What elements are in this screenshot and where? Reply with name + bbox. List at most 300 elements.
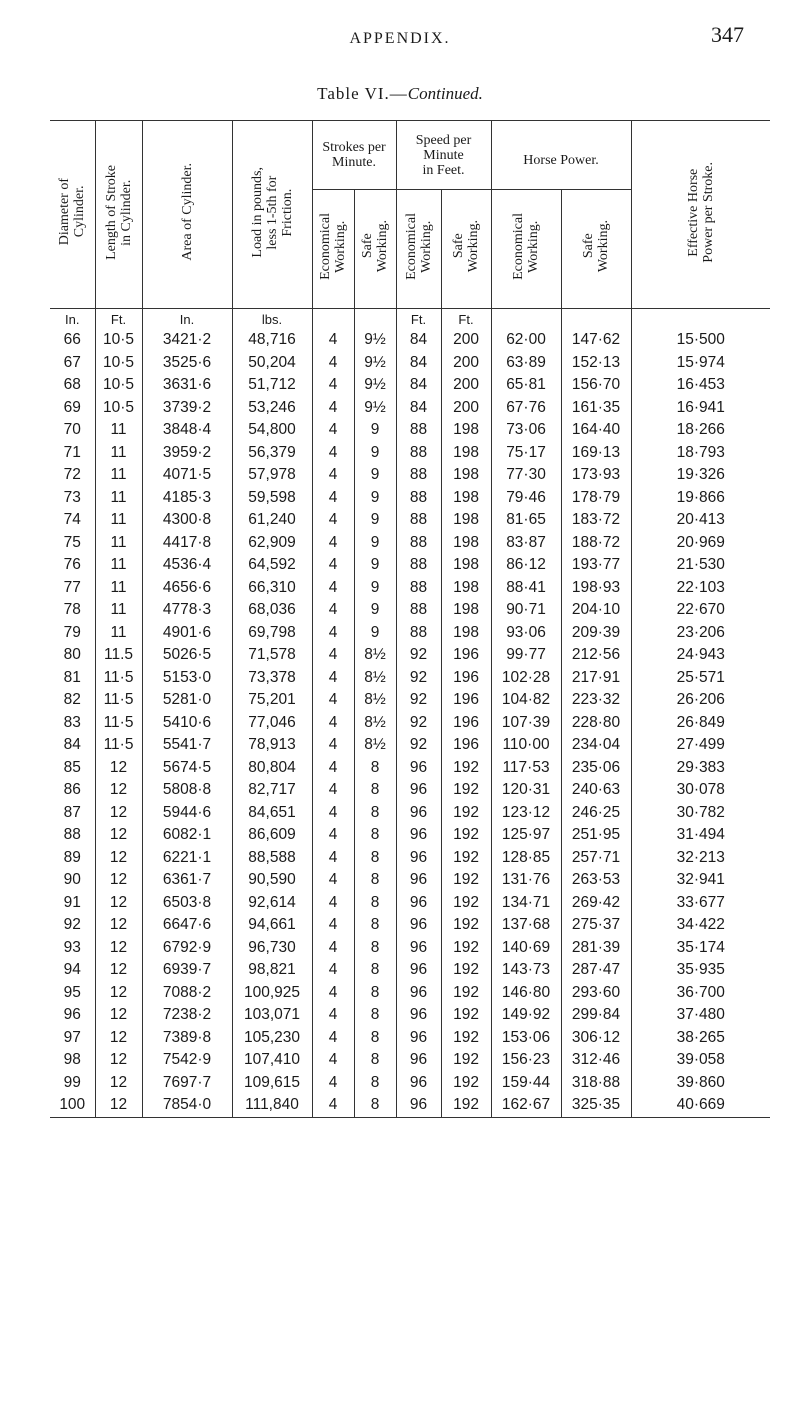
cell-area: 7088·2 [142,982,232,1005]
cell-strokes-econ: 4 [312,914,354,937]
unit-stroke: Ft. [95,309,142,330]
cell-strokes-econ: 4 [312,532,354,555]
cell-load: 64,592 [232,554,312,577]
cell-speed-econ: 84 [396,352,441,375]
cell-effective-hp: 20·969 [631,532,770,555]
cell-load: 96,730 [232,937,312,960]
table-row [50,1094,770,1117]
cell-strokes-safe: 8 [354,847,396,870]
cell-stroke: 12 [95,982,142,1005]
cell-area: 6361·7 [142,869,232,892]
cell-strokes-econ: 4 [312,802,354,825]
cell-hp-econ: 110·00 [491,734,561,757]
cell-speed-safe: 192 [441,824,491,847]
cell-hp-safe: 178·79 [561,487,631,510]
cell-hp-econ: 99·77 [491,644,561,667]
cell-hp-safe: 147·62 [561,329,631,352]
cell-speed-safe: 192 [441,1094,491,1117]
cell-speed-safe: 192 [441,914,491,937]
cell-speed-safe: 200 [441,374,491,397]
header-stroke: Length of Stroke in Cylinder. [95,121,142,309]
cell-speed-econ: 88 [396,419,441,442]
cell-hp-econ: 83·87 [491,532,561,555]
cell-hp-safe: 223·32 [561,689,631,712]
cell-hp-econ: 131·76 [491,869,561,892]
cell-stroke: 11·5 [95,712,142,735]
cell-diameter: 83 [50,712,95,735]
cell-strokes-safe: 9½ [354,374,396,397]
cell-diameter: 89 [50,847,95,870]
cell-load: 78,913 [232,734,312,757]
cell-diameter: 90 [50,869,95,892]
cell-strokes-safe: 9 [354,532,396,555]
cell-load: 86,609 [232,824,312,847]
cell-hp-econ: 65·81 [491,374,561,397]
cell-speed-econ: 88 [396,599,441,622]
cell-speed-econ: 92 [396,644,441,667]
cell-speed-econ: 96 [396,779,441,802]
cell-strokes-econ: 4 [312,824,354,847]
cell-stroke: 11 [95,442,142,465]
cell-speed-econ: 88 [396,532,441,555]
cell-load: 94,661 [232,914,312,937]
table-row [50,374,770,397]
header-horse-economical: Economical Working. [491,190,561,309]
cell-diameter: 94 [50,959,95,982]
cell-stroke: 12 [95,847,142,870]
cell-diameter: 69 [50,397,95,420]
table-row [50,667,770,690]
cell-strokes-econ: 4 [312,577,354,600]
cell-speed-econ: 96 [396,847,441,870]
cell-load: 66,310 [232,577,312,600]
cell-speed-econ: 92 [396,689,441,712]
cell-load: 92,614 [232,892,312,915]
cell-effective-hp: 36·700 [631,982,770,1005]
cell-strokes-safe: 9 [354,464,396,487]
units-row [50,309,770,330]
cell-strokes-econ: 4 [312,442,354,465]
cell-stroke: 11 [95,622,142,645]
cell-area: 7389·8 [142,1027,232,1050]
cell-load: 75,201 [232,689,312,712]
table-row [50,757,770,780]
cell-speed-safe: 198 [441,622,491,645]
header-load: Load in pounds, less 1-5th for Friction. [232,121,312,309]
cell-speed-econ: 88 [396,464,441,487]
cell-stroke: 10·5 [95,352,142,375]
header-speed-safe: Safe Working. [441,190,491,309]
cell-speed-safe: 192 [441,982,491,1005]
cell-speed-safe: 200 [441,397,491,420]
cell-strokes-safe: 9½ [354,397,396,420]
cell-effective-hp: 16·941 [631,397,770,420]
cell-hp-safe: 251·95 [561,824,631,847]
cell-hp-safe: 306·12 [561,1027,631,1050]
cell-effective-hp: 34·422 [631,914,770,937]
cell-hp-econ: 156·23 [491,1049,561,1072]
table-row [50,442,770,465]
cell-stroke: 12 [95,869,142,892]
cell-hp-econ: 73·06 [491,419,561,442]
cell-strokes-econ: 4 [312,1027,354,1050]
cell-stroke: 11 [95,419,142,442]
cell-diameter: 87 [50,802,95,825]
cell-area: 7854·0 [142,1094,232,1117]
cell-hp-econ: 67·76 [491,397,561,420]
cell-speed-safe: 192 [441,869,491,892]
table-row [50,532,770,555]
cell-strokes-safe: 8½ [354,734,396,757]
cell-speed-safe: 198 [441,487,491,510]
cell-area: 4778·3 [142,599,232,622]
cell-effective-hp: 20·413 [631,509,770,532]
cell-area: 3421·2 [142,329,232,352]
cell-stroke: 10·5 [95,397,142,420]
cell-area: 6792·9 [142,937,232,960]
cell-strokes-econ: 4 [312,959,354,982]
cell-speed-econ: 92 [396,712,441,735]
unit-diameter: In. [50,309,95,330]
cell-hp-econ: 107·39 [491,712,561,735]
cell-diameter: 67 [50,352,95,375]
table-row [50,1027,770,1050]
table-row [50,824,770,847]
header-speed-per-minute: Speed per Minute in Feet. [396,121,491,190]
cell-speed-safe: 192 [441,959,491,982]
cell-area: 3631·6 [142,374,232,397]
cell-hp-safe: 281·39 [561,937,631,960]
cell-diameter: 76 [50,554,95,577]
cell-area: 4656·6 [142,577,232,600]
cell-hp-econ: 90·71 [491,599,561,622]
cell-strokes-safe: 8½ [354,712,396,735]
cell-strokes-econ: 4 [312,1094,354,1117]
cell-hp-safe: 235·06 [561,757,631,780]
cell-hp-econ: 77·30 [491,464,561,487]
cell-hp-safe: 164·40 [561,419,631,442]
table-row [50,577,770,600]
cell-load: 107,410 [232,1049,312,1072]
cell-hp-econ: 102·28 [491,667,561,690]
cell-strokes-safe: 8 [354,802,396,825]
unit-area: In. [142,309,232,330]
cell-hp-safe: 240·63 [561,779,631,802]
cell-diameter: 81 [50,667,95,690]
cell-diameter: 68 [50,374,95,397]
cell-hp-econ: 159·44 [491,1072,561,1095]
cell-strokes-safe: 9 [354,442,396,465]
cell-hp-econ: 149·92 [491,1004,561,1027]
cell-load: 56,379 [232,442,312,465]
cell-effective-hp: 40·669 [631,1094,770,1117]
cell-strokes-safe: 8 [354,1072,396,1095]
table-row [50,509,770,532]
cell-stroke: 11 [95,532,142,555]
cell-strokes-econ: 4 [312,622,354,645]
cell-hp-econ: 143·73 [491,959,561,982]
cell-speed-safe: 200 [441,329,491,352]
table-row [50,802,770,825]
table-row [50,352,770,375]
cell-speed-econ: 88 [396,554,441,577]
cell-hp-safe: 263·53 [561,869,631,892]
cell-hp-econ: 117·53 [491,757,561,780]
cell-hp-safe: 217·91 [561,667,631,690]
cell-strokes-econ: 4 [312,667,354,690]
header-strokes-safe: Safe Working. [354,190,396,309]
unit-speed-safe: Ft. [441,309,491,330]
cell-strokes-safe: 8 [354,1094,396,1117]
cell-effective-hp: 39·058 [631,1049,770,1072]
cell-strokes-safe: 9½ [354,329,396,352]
cell-stroke: 12 [95,1072,142,1095]
cell-diameter: 100 [50,1094,95,1117]
cell-speed-safe: 196 [441,712,491,735]
cell-load: 100,925 [232,982,312,1005]
cell-speed-econ: 88 [396,577,441,600]
cell-speed-econ: 96 [396,824,441,847]
cell-area: 5674·5 [142,757,232,780]
cell-speed-econ: 92 [396,734,441,757]
cell-speed-econ: 96 [396,1027,441,1050]
cell-strokes-econ: 4 [312,1049,354,1072]
cell-hp-econ: 162·67 [491,1094,561,1117]
cell-effective-hp: 35·174 [631,937,770,960]
cell-speed-econ: 96 [396,802,441,825]
cell-load: 68,036 [232,599,312,622]
cell-effective-hp: 30·078 [631,779,770,802]
cell-strokes-safe: 8 [354,1049,396,1072]
cell-hp-safe: 275·37 [561,914,631,937]
table-row [50,644,770,667]
unit-speed-econ: Ft. [396,309,441,330]
cell-diameter: 75 [50,532,95,555]
cell-load: 50,204 [232,352,312,375]
table-row [50,599,770,622]
cell-speed-econ: 96 [396,1072,441,1095]
cell-speed-safe: 198 [441,464,491,487]
cell-diameter: 85 [50,757,95,780]
cell-hp-econ: 104·82 [491,689,561,712]
cell-speed-safe: 198 [441,577,491,600]
cell-hp-safe: 209·39 [561,622,631,645]
table-row [50,712,770,735]
cell-hp-safe: 173·93 [561,464,631,487]
cell-load: 84,651 [232,802,312,825]
page-number: 347 [711,22,744,47]
cell-area: 5153·0 [142,667,232,690]
table-caption: Table VI.—Continued. [317,84,483,103]
cell-strokes-econ: 4 [312,644,354,667]
header-horse-power: Horse Power. [491,121,631,190]
cell-speed-safe: 192 [441,892,491,915]
cell-speed-econ: 96 [396,982,441,1005]
running-head: APPENDIX. [349,30,451,47]
cell-strokes-econ: 4 [312,1004,354,1027]
cell-speed-safe: 192 [441,1027,491,1050]
cell-stroke: 12 [95,937,142,960]
cell-effective-hp: 38·265 [631,1027,770,1050]
header-strokes-economical: Economical Working. [312,190,354,309]
cell-load: 111,840 [232,1094,312,1117]
table-row [50,689,770,712]
cell-diameter: 72 [50,464,95,487]
cell-stroke: 12 [95,779,142,802]
cell-load: 109,615 [232,1072,312,1095]
cell-hp-safe: 325·35 [561,1094,631,1117]
table-row [50,1049,770,1072]
cell-speed-safe: 196 [441,734,491,757]
cell-diameter: 80 [50,644,95,667]
cell-effective-hp: 16·453 [631,374,770,397]
cell-hp-econ: 93·06 [491,622,561,645]
cell-effective-hp: 26·849 [631,712,770,735]
cell-speed-econ: 96 [396,757,441,780]
cell-strokes-econ: 4 [312,329,354,352]
cell-hp-safe: 193·77 [561,554,631,577]
cell-hp-econ: 88·41 [491,577,561,600]
cell-stroke: 12 [95,959,142,982]
cell-diameter: 86 [50,779,95,802]
cell-strokes-safe: 8½ [354,644,396,667]
cell-diameter: 73 [50,487,95,510]
cell-strokes-safe: 8 [354,959,396,982]
table-row [50,419,770,442]
cell-area: 4071·5 [142,464,232,487]
cell-area: 5281·0 [142,689,232,712]
cell-speed-econ: 96 [396,1004,441,1027]
cell-diameter: 88 [50,824,95,847]
cell-area: 7238·2 [142,1004,232,1027]
table-row [50,847,770,870]
cell-stroke: 11 [95,577,142,600]
cell-stroke: 12 [95,802,142,825]
cell-stroke: 10·5 [95,374,142,397]
header-strokes-per-minute: Strokes per Minute. [312,121,396,190]
cell-hp-safe: 312·46 [561,1049,631,1072]
cell-hp-econ: 62·00 [491,329,561,352]
table-row [50,937,770,960]
cell-load: 105,230 [232,1027,312,1050]
cell-stroke: 11·5 [95,667,142,690]
cell-effective-hp: 15·974 [631,352,770,375]
cell-hp-econ: 81·65 [491,509,561,532]
cell-area: 4185·3 [142,487,232,510]
cell-area: 3959·2 [142,442,232,465]
cell-load: 61,240 [232,509,312,532]
cell-effective-hp: 35·935 [631,959,770,982]
cell-stroke: 11 [95,599,142,622]
cell-stroke: 12 [95,1094,142,1117]
cell-speed-econ: 96 [396,1094,441,1117]
cell-strokes-safe: 8 [354,1027,396,1050]
table-row [50,914,770,937]
cell-area: 5944·6 [142,802,232,825]
cell-hp-econ: 125·97 [491,824,561,847]
cell-strokes-safe: 8 [354,892,396,915]
cell-effective-hp: 37·480 [631,1004,770,1027]
cell-strokes-safe: 8 [354,869,396,892]
cell-speed-safe: 192 [441,1004,491,1027]
cell-stroke: 12 [95,1004,142,1027]
cell-speed-econ: 88 [396,487,441,510]
cell-load: 98,821 [232,959,312,982]
cell-diameter: 82 [50,689,95,712]
header-effective: Effective Horse Power per Stroke. [631,121,770,309]
cell-effective-hp: 31·494 [631,824,770,847]
cell-hp-safe: 299·84 [561,1004,631,1027]
cell-speed-econ: 96 [396,869,441,892]
table-row [50,487,770,510]
cell-strokes-econ: 4 [312,487,354,510]
data-table [50,120,770,1118]
table-row [50,959,770,982]
cell-effective-hp: 32·941 [631,869,770,892]
cell-hp-econ: 63·89 [491,352,561,375]
cell-diameter: 98 [50,1049,95,1072]
table-row [50,1004,770,1027]
cell-area: 4417·8 [142,532,232,555]
cell-area: 3525·6 [142,352,232,375]
cell-speed-econ: 84 [396,374,441,397]
cell-hp-safe: 188·72 [561,532,631,555]
cell-diameter: 91 [50,892,95,915]
cell-area: 6221·1 [142,847,232,870]
cell-speed-econ: 96 [396,914,441,937]
cell-effective-hp: 15·500 [631,329,770,352]
table-row [50,329,770,352]
cell-hp-safe: 169·13 [561,442,631,465]
table-row [50,892,770,915]
cell-area: 3848·4 [142,419,232,442]
cell-strokes-safe: 8 [354,1004,396,1027]
cell-stroke: 12 [95,1027,142,1050]
cell-diameter: 79 [50,622,95,645]
cell-effective-hp: 21·530 [631,554,770,577]
cell-diameter: 70 [50,419,95,442]
cell-strokes-safe: 9½ [354,352,396,375]
cell-strokes-econ: 4 [312,599,354,622]
cell-speed-safe: 192 [441,847,491,870]
cell-speed-econ: 84 [396,329,441,352]
cell-area: 6082·1 [142,824,232,847]
cell-effective-hp: 33·677 [631,892,770,915]
cell-strokes-econ: 4 [312,847,354,870]
cell-strokes-safe: 8 [354,779,396,802]
cell-strokes-econ: 4 [312,869,354,892]
cell-load: 88,588 [232,847,312,870]
cell-strokes-safe: 9 [354,554,396,577]
cell-hp-econ: 134·71 [491,892,561,915]
cell-hp-safe: 156·70 [561,374,631,397]
cell-area: 6503·8 [142,892,232,915]
header-horse-safe: Safe Working. [561,190,631,309]
cell-hp-safe: 161·35 [561,397,631,420]
cell-load: 90,590 [232,869,312,892]
cell-load: 103,071 [232,1004,312,1027]
cell-hp-safe: 257·71 [561,847,631,870]
cell-strokes-econ: 4 [312,892,354,915]
cell-effective-hp: 19·326 [631,464,770,487]
cell-strokes-econ: 4 [312,352,354,375]
cell-speed-safe: 198 [441,442,491,465]
cell-effective-hp: 26·206 [631,689,770,712]
cell-load: 54,800 [232,419,312,442]
cell-strokes-econ: 4 [312,397,354,420]
cell-diameter: 96 [50,1004,95,1027]
table-row [50,869,770,892]
